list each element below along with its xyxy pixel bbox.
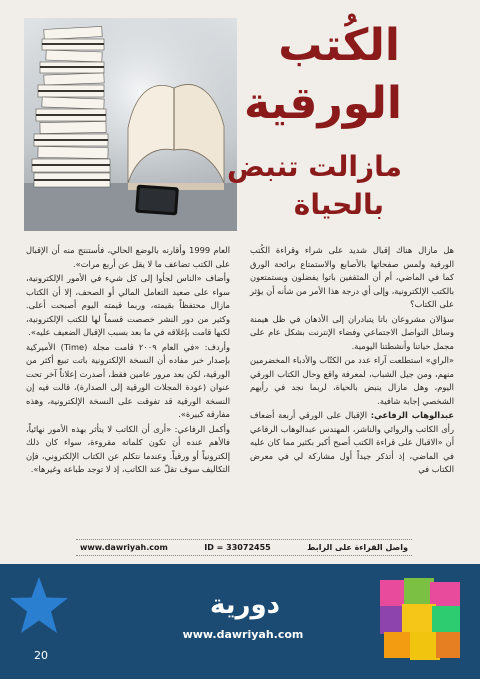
books-photo xyxy=(24,18,237,231)
article-column-left xyxy=(26,244,230,478)
article-column-right xyxy=(250,244,454,478)
continue-reading-strip xyxy=(76,539,412,556)
paragraph: هل مازال هناك إقبال شديد على شراء وقراءة الكُتب الورقية ولمس صفحاتها بالأصابع والاستمتاع برائحة الورق كما في الماضي، أم أن المثقفين باتوا يفضلون ويستمتعون بالكتب الإلكترونية، وإلى أي درجة هذا الأمر من شأنه أن يؤثر على الكتاب؟ xyxy=(250,245,454,309)
paragraph xyxy=(250,409,454,477)
squares-logo xyxy=(380,578,462,660)
paragraph: وأردف: «في العام ٢٠٠٩ قامت مجلة (Time) الأميركية بإصدار خبر مفاده أن النسخة الإلكترونية باتت تبيع أكثر من الورقية، لكن بعد مرور عامين فقط، أصدرت إعلاناً آخر تحت عنوان (عودة المجلات الورقية إلى الصدارة)، قالت فيه إن النسخة الورقية قد تفوقت على النسخة الإلكترونية، وهذه مفارقة كبيرة». xyxy=(26,341,230,419)
paragraph-text: الإقبال على الورقي أربعة أضعاف رأى الكاتب والروائي والناشر، المهندس عبدالوهاب الرفاعي أن «الاقبال على قراءة الكتب أصبح أكبر بكثير مما كان عليه في الماضي، إذ أتذكر جيداً أول مشاركة لي في معرض الكتاب في xyxy=(250,410,454,474)
brand-url[interactable]: www.dawriyah.com xyxy=(182,628,304,641)
paragraph: وأضاف «الناس لجأوا إلى كل شيء في الأمور الإلكترونية، سواء على صعيد التعامل المالي أو الصحف، إلا أن الكتاب مازال محتفظاً بقيمته، وربما قيمته اليوم أصبحت أعلى. وكثير من دور النشر خصصت قسماً لها للكتب الإلكترونية، لكنها قامت بإغلاقه في ما بعد بسبب الإقبال الضعيف عليه». xyxy=(26,273,230,337)
brand-name: دورية xyxy=(209,590,280,620)
paragraph: سؤالان مشروعان باتا يتبادران إلى الأذهان في ظل هيمنة وسائل التواصل الاجتماعي وفضاء الإنترنت بشكل عام على مجمل حياتنا وأنشطتنا اليومية. xyxy=(250,313,454,351)
page-number: 20 xyxy=(34,649,48,662)
continue-reading-url[interactable]: www.dawriyah.com xyxy=(80,543,168,552)
paragraph: وأكمل الرفاعي: «أرى أن الكاتب لا يتأثر بهذه الأمور نهائياً، فالأهم عنده أن تكون كلماته مقروءة، سواء كان ذلك إلكترونياً أو ورقياً. وعندما نتكلم عن الكتاب الإلكتروني، فإن التكاليف سوف تقلّ عند الكاتب، إذ لا توجد طباعة وغيرها». xyxy=(26,423,230,474)
headline-line-1: الكُتب xyxy=(278,20,400,71)
speaker-name: عبدالوهاب الرفاعي: xyxy=(370,410,454,420)
paragraph: العام 1999 وأقارنه بالوضع الحالي، فأستنتج منه أن الإقبال على الكتب تضاعف ما لا يقل عن أربع مرات». xyxy=(26,245,231,269)
subheadline-line-1: مازالت تنبض xyxy=(226,150,402,183)
continue-reading-label: واصل القراءة على الرابط xyxy=(307,543,408,552)
e-reader xyxy=(135,185,179,216)
paragraph: «الراي» استطلعت آراء عدد من الكتّاب والأدباء المخضرمين منهم، ومن جيل الشباب، لمعرفة واقع وحال الكتاب الورقي اليوم، وهل مازال ينبض بالحياة، لربما نجد في رأيهم الشخصي إجابة شافية. xyxy=(250,355,454,406)
headline-line-2: الورقية xyxy=(244,78,402,129)
books-illustration xyxy=(24,18,237,231)
article-id: ID = 33072455 xyxy=(204,543,271,552)
star-icon xyxy=(8,575,70,637)
subheadline-line-2: بالحياة xyxy=(293,188,384,221)
